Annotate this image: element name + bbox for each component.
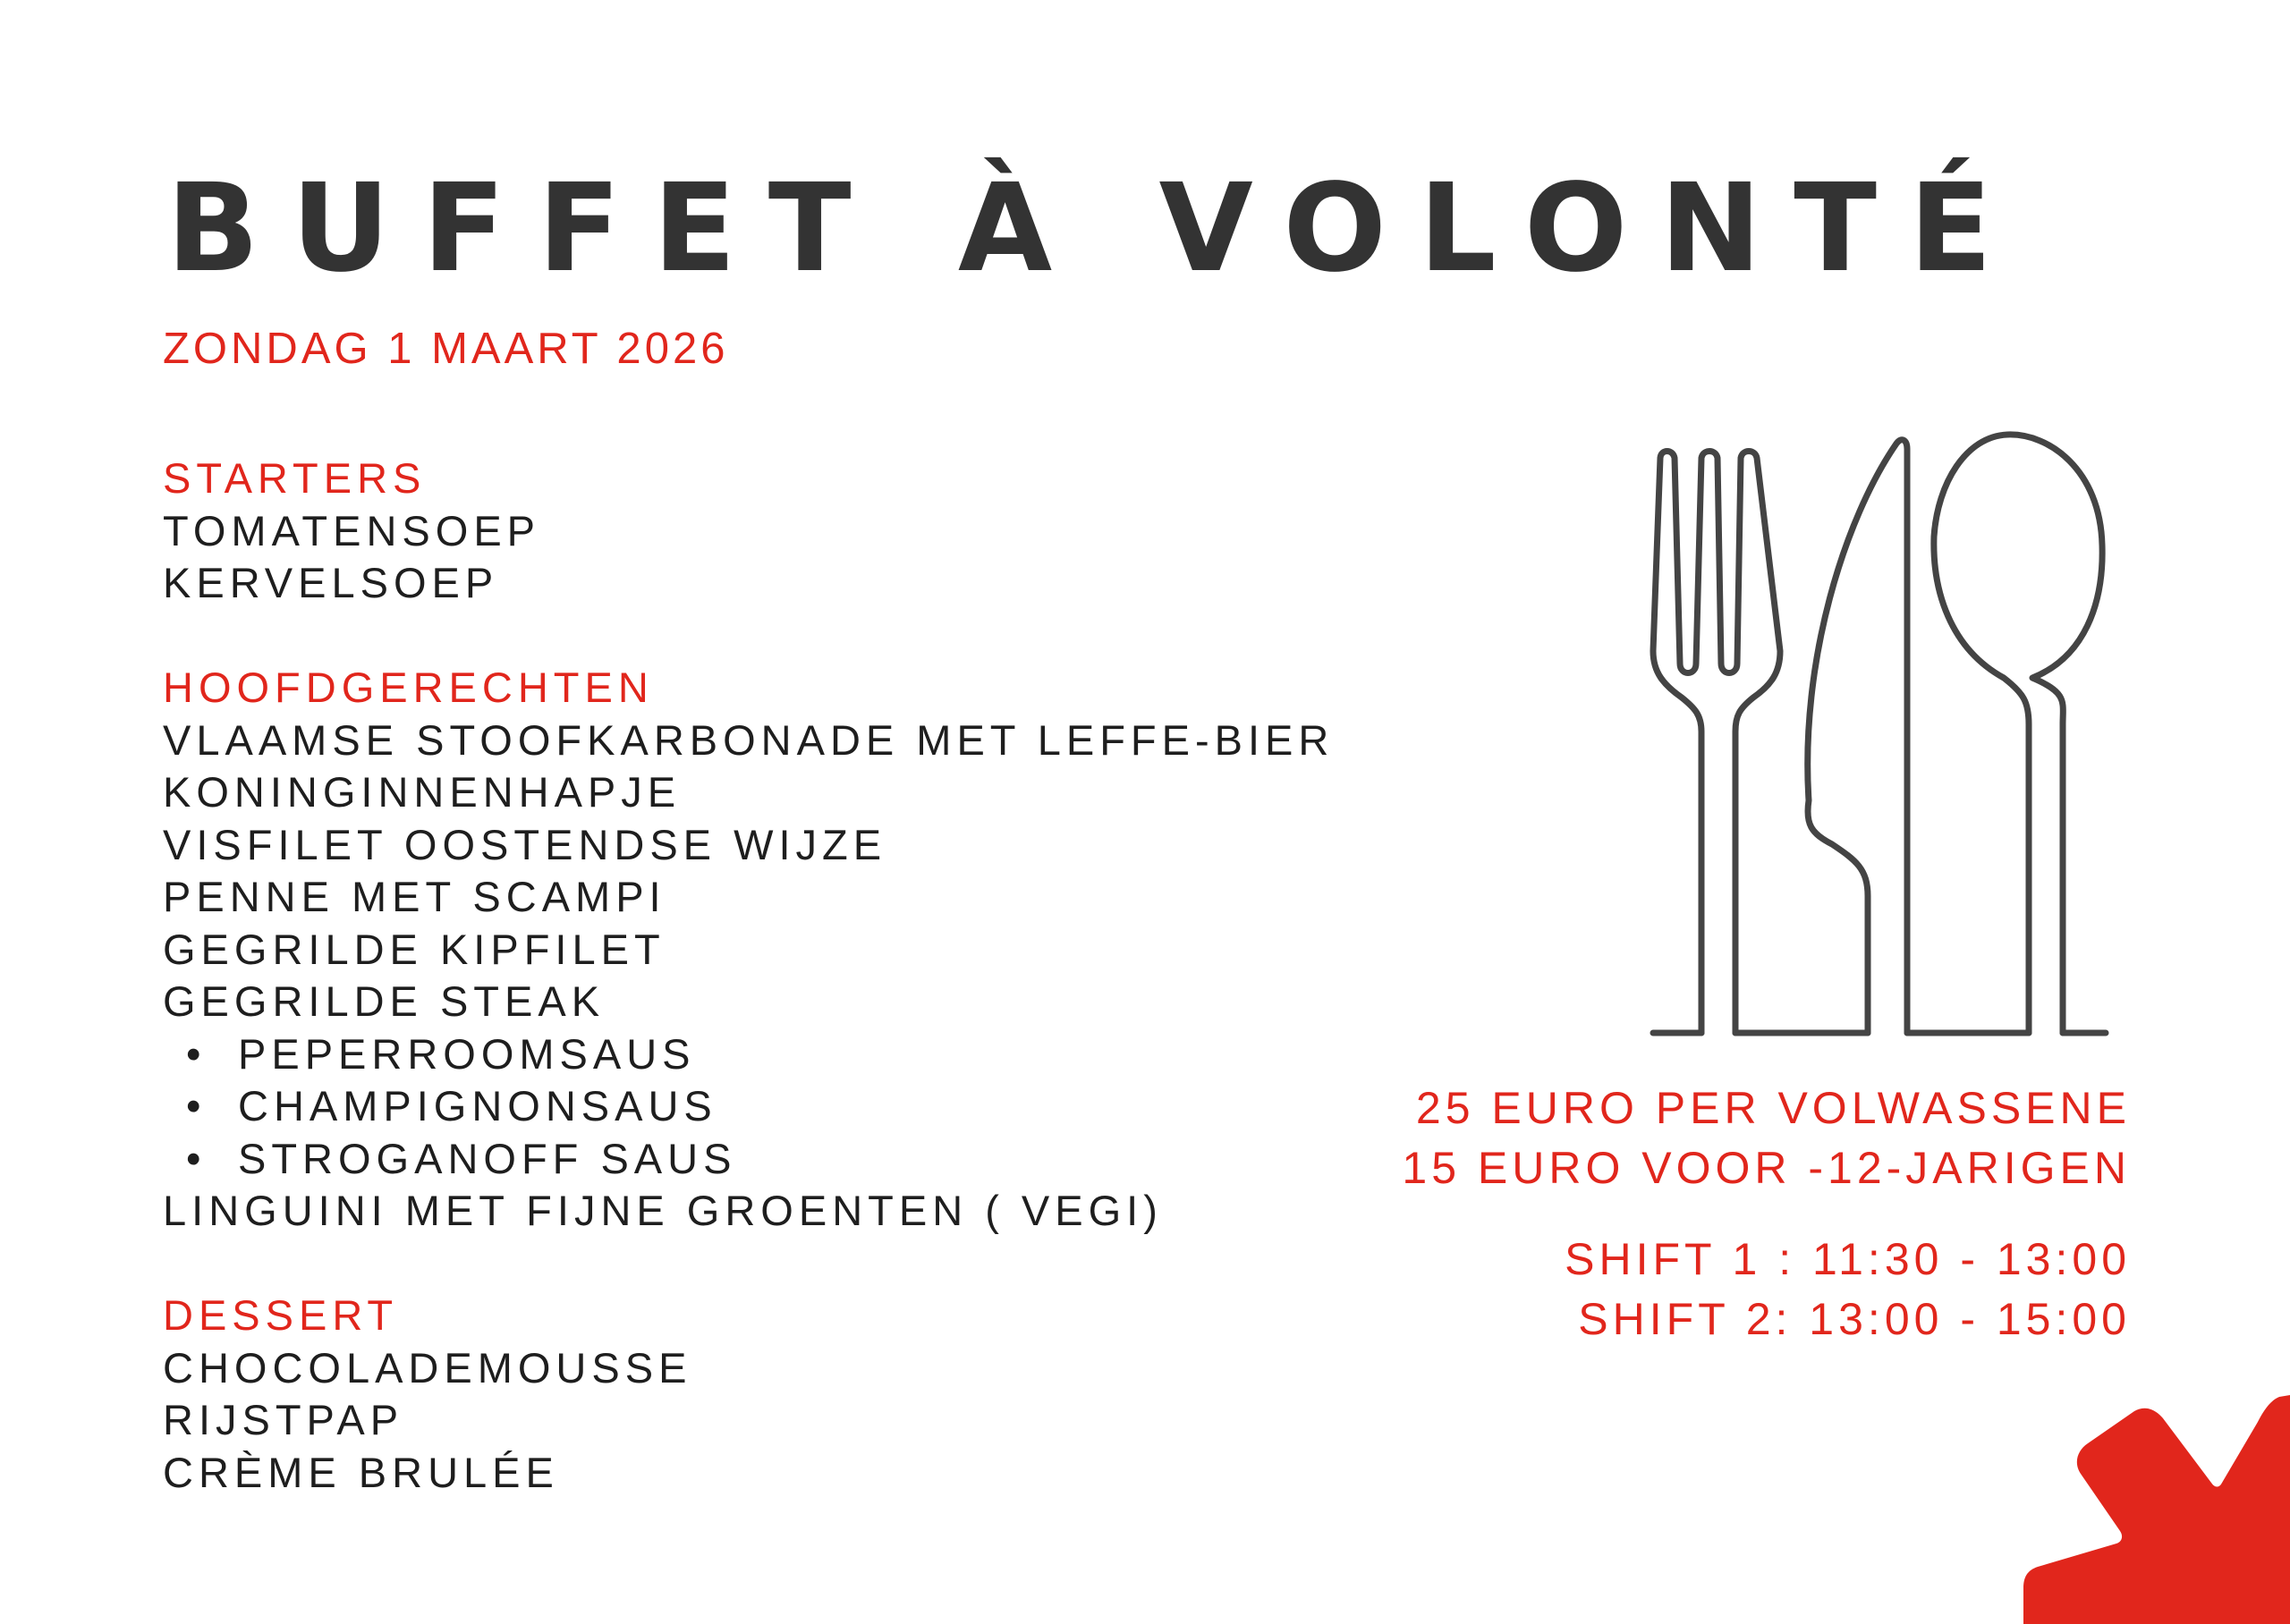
price-adult: 25 EURO PER VOLWASSENE	[1415, 1083, 2131, 1133]
menu-item-veggie: LINGUINI MET FIJNE GROENTEN ( VEGI)	[163, 1187, 1163, 1234]
menu-item: VISFILET OOSTENDSE WIJZE	[163, 820, 887, 868]
shift-1: SHIFT 1 : 11:30 - 13:00	[1565, 1234, 2131, 1284]
sauce-item	[163, 1080, 1334, 1133]
bullet-icon: •	[186, 1029, 207, 1078]
mains-heading: HOOFDGERECHTEN	[163, 664, 654, 711]
menu-item: RIJSTPAP	[163, 1396, 404, 1443]
starters-heading: STARTERS	[163, 454, 427, 502]
menu-item: KERVELSOEP	[163, 559, 499, 606]
menu-list	[163, 453, 1334, 1499]
sauce-list	[163, 1028, 1334, 1186]
sauce-label: STROGANOFF SAUS	[238, 1134, 737, 1182]
menu-item: TOMATENSOEP	[163, 506, 541, 554]
sauce-label: CHAMPIGNONSAUS	[238, 1082, 717, 1129]
menu-item: CHOCOLADEMOUSSE	[163, 1343, 692, 1391]
bullet-icon: •	[186, 1082, 207, 1129]
menu-item: VLAAMSE STOOFKARBONADE MET LEFFE-BIER	[163, 715, 1335, 764]
sauce-item	[163, 1028, 1334, 1081]
price-child: 15 EURO VOOR -12-JARIGEN	[1402, 1143, 2131, 1193]
section-dessert	[163, 1290, 1334, 1499]
menu-item: KONINGINNENHAPJE	[163, 768, 682, 816]
fork-knife-spoon-icon	[1628, 420, 2120, 1046]
red-corner-decoration	[2022, 1391, 2290, 1624]
section-mains	[163, 662, 1334, 1238]
page-title: BUFFET À VOLONTÉ	[166, 158, 2024, 300]
bullet-icon: •	[186, 1134, 207, 1182]
shift-2: SHIFT 2: 13:00 - 15:00	[1578, 1294, 2131, 1344]
section-starters	[163, 453, 1334, 610]
dessert-heading: DESSERT	[163, 1291, 399, 1339]
info-block	[1402, 1078, 2131, 1349]
menu-item: PENNE MET SCAMPI	[163, 873, 666, 920]
sauce-item	[163, 1133, 1334, 1186]
menu-item: GEGRILDE STEAK	[163, 977, 606, 1025]
event-date: ZONDAG 1 MAART 2026	[163, 325, 729, 373]
menu-item: GEGRILDE KIPFILET	[163, 925, 666, 973]
sauce-label: PEPERROOMSAUS	[238, 1029, 696, 1078]
menu-item: CRÈME BRULÉE	[163, 1448, 559, 1496]
